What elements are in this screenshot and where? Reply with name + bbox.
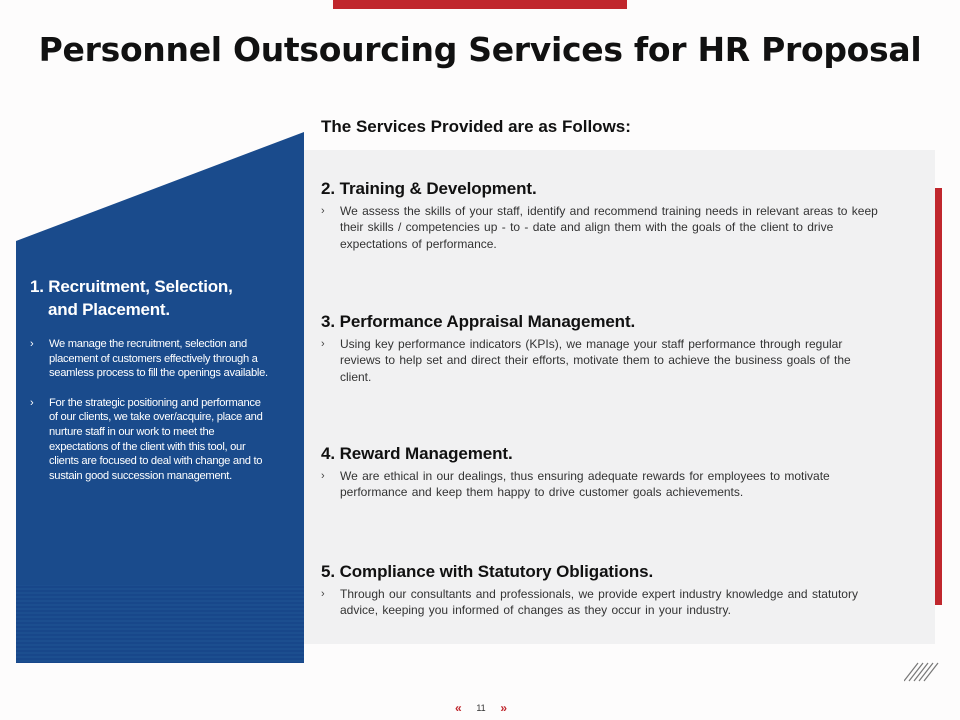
top-accent-bar xyxy=(333,0,627,9)
service-title: 3. Performance Appraisal Management. xyxy=(321,312,636,331)
recruitment-heading xyxy=(16,275,304,321)
service-description xyxy=(321,336,881,385)
chevron-right-icon: › xyxy=(321,470,325,482)
list-item-text: We manage the recruitment, selection and placement of customers effectively through a seamless process to fill the openings available. xyxy=(49,338,268,380)
service-title: 4. Reward Management. xyxy=(321,444,513,463)
service-title: 2. Training & Development. xyxy=(321,179,537,198)
service-description-text: We are ethical in our dealings, thus ensuring adequate rewards for employees to motivate performance and keep them happy to drive customer goals achievements. xyxy=(340,469,830,500)
recruitment-heading-line2: and Placement. xyxy=(48,300,170,319)
services-heading: The Services Provided are as Follows: xyxy=(321,117,631,136)
list-item xyxy=(16,337,304,381)
service-description xyxy=(321,203,881,252)
service-training xyxy=(321,178,881,252)
service-description-text: We assess the skills of your staff, identify and recommend training needs in relevant areas to keep their skills / competencies up - to - date and align them with the goals of the client to drive expectations of performance. xyxy=(340,204,878,251)
recruitment-content xyxy=(16,275,304,482)
chevron-right-icon: › xyxy=(321,338,325,350)
service-description xyxy=(321,586,881,619)
service-description-text: Using key performance indicators (KPIs), we manage your staff performance through regular reviews to help set and direct their efforts, motivate them to achieve the business goals of the client. xyxy=(340,337,851,384)
service-title: 5. Compliance with Statutory Obligations. xyxy=(321,562,654,581)
chevron-right-icon: › xyxy=(30,396,34,409)
service-reward-management xyxy=(321,443,881,501)
chevron-right-icon: › xyxy=(321,588,325,600)
service-description xyxy=(321,468,881,501)
chevron-right-icon: › xyxy=(321,205,325,217)
service-description-text: Through our consultants and professionals, we provide expert industry knowledge and statutory advice, keeping you informed of changes as they occur in your industry. xyxy=(340,587,858,618)
recruitment-bullet-list xyxy=(16,337,304,498)
service-compliance xyxy=(321,561,881,619)
chevron-right-icon: › xyxy=(30,338,34,350)
next-page-icon[interactable]: » xyxy=(500,701,507,715)
recruitment-panel-shape xyxy=(16,0,304,663)
list-item xyxy=(16,396,304,484)
recruitment-panel xyxy=(16,0,304,663)
list-item-text: For the strategic positioning and performance of our clients, we take over/acquire, place and nurture staff in our work to meet the expectations of the client with this tool, our clients are focused to deal with change and to sustain good succession management. xyxy=(49,396,263,482)
right-accent-bar xyxy=(935,188,942,605)
page-navigator xyxy=(455,700,507,716)
recruitment-heading-line1: 1. Recruitment, Selection, xyxy=(30,277,233,296)
service-performance-appraisal xyxy=(321,311,881,385)
hatch-decoration-icon xyxy=(904,662,940,682)
slide-title: Personnel Outsourcing Services for HR Proposal xyxy=(38,30,922,69)
page-number: 11 xyxy=(476,703,486,713)
previous-page-icon[interactable]: « xyxy=(455,701,462,715)
